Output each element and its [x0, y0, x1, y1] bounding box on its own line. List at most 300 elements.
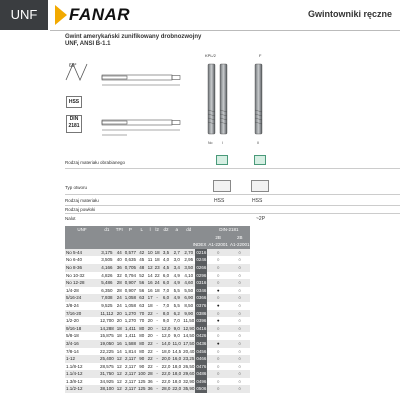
cell-a: 11,0: [172, 340, 181, 346]
cell-d2: 22,0: [161, 363, 171, 369]
cell-a: 5,5: [171, 287, 182, 295]
table-row: [65, 302, 250, 310]
taps-photo: [200, 60, 280, 150]
table-row: [65, 264, 250, 272]
cell-m2: ○: [229, 249, 251, 257]
cell-l: 20: [147, 318, 153, 324]
table-row: [65, 256, 250, 264]
cell-m1: ○: [207, 363, 229, 371]
cell-code: 0506: [196, 386, 207, 392]
table-row: [65, 340, 250, 348]
cell-p: 1,588: [124, 340, 137, 346]
cell-l: 20: [147, 333, 153, 339]
cell-m2: ○: [229, 378, 251, 386]
cell-m1: ○: [207, 310, 229, 318]
cell-p: 2,117: [124, 386, 136, 392]
cell-m2: ○: [229, 264, 251, 272]
cell-L: 48: [137, 264, 147, 272]
cell-l: 20: [147, 325, 153, 331]
cell-p: 1,058: [124, 302, 137, 308]
cell-dd: 20,40: [183, 348, 195, 354]
cell-L: 70: [137, 310, 147, 318]
th-L: L: [137, 226, 147, 234]
cell-L: 56: [137, 287, 147, 295]
cell-tpi: 24: [116, 302, 122, 308]
cell-desc: No 6-40: [65, 256, 99, 264]
cell-p: 2,117: [124, 378, 136, 384]
cell-l2: -: [154, 385, 161, 393]
table-row: [65, 385, 250, 393]
cell-code: 0346: [196, 287, 207, 293]
cell-m2: ○: [229, 279, 251, 287]
cell-p: 0,907: [124, 280, 137, 286]
cell-tpi: 14: [116, 348, 122, 354]
column-head-kpl2: KPL/2: [205, 53, 216, 58]
cell-p: 1,411: [124, 325, 136, 331]
cell-p: 0,794: [124, 272, 137, 278]
cell-L: 56: [137, 279, 147, 287]
cell-d1: 4,826: [99, 272, 115, 280]
cell-m2: ○: [229, 385, 251, 393]
cell-d1: 31,750: [100, 371, 114, 377]
cell-d2: 8,0: [161, 310, 172, 318]
cell-desc: No 10-32: [65, 272, 99, 280]
cell-d1: 19,050: [100, 340, 114, 346]
cell-code: 0416: [196, 325, 207, 331]
cell-dd: 32,90: [183, 378, 195, 384]
cell-d2: 12,0: [161, 325, 171, 331]
table-row: [65, 287, 250, 295]
cell-L: 125: [138, 378, 146, 384]
cell-l2: -: [154, 317, 161, 325]
cell-l2: -: [154, 355, 161, 363]
cell-dd: 12,90: [183, 325, 195, 331]
hole-type-icon: [213, 180, 231, 192]
cell-tpi: 20: [116, 310, 122, 316]
th-d2: d2: [161, 226, 172, 234]
prop-label-coating: Rodzaj powłoki: [65, 207, 96, 212]
cell-m1: ○: [207, 256, 229, 264]
cell-dd: 14,50: [183, 333, 195, 339]
cell-a: 18,0: [172, 378, 182, 384]
cell-desc: 7/16-20: [65, 310, 99, 318]
cell-desc: 1.1/4-12: [65, 370, 99, 378]
prop-label-material-worked: Rodzaj materiału obrabianego: [65, 160, 126, 165]
hss-badge: HSS: [66, 96, 82, 108]
cell-L: 80: [137, 348, 147, 356]
cell-tpi: 16: [116, 340, 122, 346]
cell-a: 4,9: [171, 272, 182, 280]
cell-L: 63: [137, 294, 147, 302]
table-row: [65, 370, 250, 378]
cell-p: 0,705: [124, 264, 137, 270]
hole-type-icon-f: [251, 180, 269, 192]
cell-dd: 4,60: [182, 279, 195, 287]
cell-L: 45: [137, 256, 147, 264]
cell-L: 90: [137, 355, 147, 363]
cell-d2: 22,0: [161, 378, 171, 384]
cell-p: 2,117: [124, 356, 136, 362]
cell-d1: 3,175: [99, 249, 115, 257]
th-tpi: TPI: [115, 227, 123, 232]
cell-desc: 1/4-28: [65, 287, 99, 295]
cell-d1: 38,100: [100, 386, 114, 392]
cell-m2: ○: [229, 302, 251, 310]
cell-m1: ○: [207, 332, 229, 340]
cell-code: 0386: [196, 310, 207, 316]
cell-d1: 15,875: [100, 333, 114, 339]
cell-p: 2,117: [124, 371, 136, 377]
cell-code: 0366: [196, 295, 207, 301]
table-row: [65, 325, 250, 333]
cell-m1: ●: [207, 340, 229, 348]
cell-tpi: 20: [116, 318, 122, 324]
cell-l2: -: [154, 302, 161, 310]
cell-l2: -: [154, 378, 161, 386]
cell-d1: 7,938: [99, 294, 115, 302]
cell-p: 1,270: [124, 310, 137, 316]
cell-dd: 17,50: [183, 340, 195, 346]
cell-code: 0426: [196, 333, 207, 339]
logo-wordmark: FANAR: [69, 5, 131, 24]
cell-tpi: 36: [116, 264, 122, 270]
cell-desc: No 12-28: [65, 279, 99, 287]
thread-angle-icon: [64, 58, 90, 84]
cell-l: 36: [147, 386, 153, 392]
cell-d1: 28,575: [100, 363, 114, 369]
cell-d2: 20,0: [161, 356, 171, 362]
unf-tab: UNF: [0, 0, 48, 30]
cell-desc: 1-12: [65, 355, 99, 363]
th-index: INDEX: [65, 241, 207, 249]
cell-d2: 7,0: [161, 287, 172, 295]
cell-desc: 7/8-14: [65, 348, 99, 356]
cell-code: 0246: [196, 257, 207, 263]
cell-d1: 22,225: [100, 348, 114, 354]
cell-m2: ○: [229, 325, 251, 333]
cell-d2: 7,0: [161, 302, 172, 310]
cell-dd: 4,10: [182, 272, 195, 280]
th-class-f: 2B: [229, 234, 251, 242]
cell-l: 22: [147, 340, 153, 346]
cell-l2: 23: [154, 264, 160, 270]
cell-m1: ○: [207, 264, 229, 272]
cell-a: 5,5: [171, 302, 182, 310]
th-d1: d1: [99, 226, 115, 234]
cell-desc: 1.1/2-12: [65, 385, 99, 393]
cell-p: 0,577: [124, 249, 137, 255]
cell-d2: 9,0: [161, 317, 172, 325]
th-l2: l2: [155, 227, 159, 232]
prop-material-kpl2: HSS: [214, 198, 225, 204]
cell-m1: ○: [207, 325, 229, 333]
cell-p: 0,907: [124, 287, 137, 293]
cell-p: 2,117: [124, 363, 136, 369]
cell-m2: ○: [229, 340, 251, 348]
cell-l: 28: [147, 371, 153, 377]
cell-d2: 14,0: [161, 340, 171, 346]
cell-a: 4,9: [171, 279, 182, 287]
cell-m2: ○: [229, 294, 251, 302]
cell-m2: ○: [229, 287, 251, 295]
spec-table: [65, 226, 250, 393]
cell-m1: ○: [207, 370, 229, 378]
cell-d2: 3,5: [161, 249, 172, 257]
prop-label-hole-type: Typ otworu: [65, 185, 88, 190]
tap-f: [255, 64, 262, 134]
cell-tpi: 18: [116, 333, 122, 339]
header-rule: [50, 30, 400, 31]
cell-code: 0496: [196, 378, 207, 384]
prop-divider: [65, 168, 400, 169]
cell-desc: No 5-44: [65, 249, 99, 257]
cell-m2: ○: [229, 332, 251, 340]
cell-l2: 24: [154, 280, 160, 286]
cell-a: 18,0: [172, 371, 182, 377]
cell-m2: ○: [229, 370, 251, 378]
cell-desc: 1.3/8-12: [65, 378, 99, 386]
tap-technical-drawing: [92, 55, 192, 155]
cell-L: 42: [137, 249, 147, 257]
cell-m2: ○: [229, 272, 251, 280]
cell-d1: 25,400: [100, 356, 114, 362]
fanar-logo: [55, 4, 130, 26]
prop-material-f: HSS: [252, 198, 263, 204]
cell-tpi: 32: [116, 272, 122, 278]
cell-a: 9,0: [171, 332, 182, 340]
cell-tpi: 12: [116, 378, 122, 384]
cell-dd: 35,90: [183, 386, 195, 392]
cell-l2: -: [154, 310, 161, 318]
th-din: DIN-2181: [207, 226, 250, 234]
cell-a: 18,0: [172, 363, 182, 369]
cell-desc: 3/4-16: [65, 340, 99, 348]
th-l: l: [147, 226, 154, 234]
cell-d1: 14,288: [100, 325, 114, 331]
logo-triangle-icon: [55, 5, 67, 25]
cell-m1: ○: [207, 272, 229, 280]
cell-a: 3,0: [171, 256, 182, 264]
cell-l: 11: [147, 257, 153, 263]
tap-label-ii: II: [257, 141, 259, 145]
cell-p: 0,635: [124, 257, 137, 263]
cell-p: 1,270: [124, 318, 137, 324]
cell-p: 1,058: [124, 295, 137, 301]
cell-l2: -: [154, 370, 161, 378]
cell-p: 1,411: [124, 333, 136, 339]
cell-l2: -: [154, 348, 161, 356]
cell-code: 0216: [196, 249, 207, 255]
cell-a: 7,0: [171, 317, 182, 325]
cell-a: 22,0: [172, 386, 182, 392]
prop-label-chamfer: Nalot: [65, 216, 76, 221]
th-dd: dd: [182, 226, 195, 234]
cell-L: 80: [137, 332, 147, 340]
cell-code: 0456: [196, 348, 207, 354]
cell-dd: 23,25: [183, 356, 195, 362]
cell-a: 9,0: [171, 325, 182, 333]
cell-desc: 3/8-24: [65, 302, 99, 310]
prop-label-material: Rodzaj materiału: [65, 198, 99, 203]
cell-d1: 5,486: [99, 279, 115, 287]
table-row: [65, 378, 250, 386]
cell-L: 125: [138, 386, 146, 392]
table-row: [65, 272, 250, 280]
cell-dd: 6,90: [182, 294, 195, 302]
cell-m1: ●: [207, 287, 229, 295]
cell-dd: 5,50: [182, 287, 195, 295]
cell-dd: 2,70: [182, 249, 195, 257]
cell-m1: ○: [207, 348, 229, 356]
cell-desc: 9/16-18: [65, 325, 99, 333]
th-code: [195, 226, 207, 234]
cell-a: 3,4: [171, 264, 182, 272]
cell-l: 22: [147, 310, 153, 316]
table-row: [65, 332, 250, 340]
cell-code: 0466: [196, 356, 207, 362]
cell-dd: 2,95: [182, 256, 195, 264]
cell-tpi: 12: [116, 363, 122, 369]
cell-l: 17: [147, 295, 153, 301]
cell-l2: 18: [154, 287, 160, 293]
cell-m2: ○: [229, 348, 251, 356]
cell-l2: 18: [154, 257, 160, 263]
product-title: Gwint amerykański zunifikowany drobnozwojny UNF, ANSI B-1.1: [65, 34, 202, 47]
cell-tpi: 24: [116, 295, 122, 301]
material-worked-icon-f: [254, 155, 266, 165]
cell-l2: -: [154, 332, 161, 340]
cell-m1: ○: [207, 378, 229, 386]
cell-a: 2,7: [171, 249, 182, 257]
cell-m2: ○: [229, 310, 251, 318]
cell-l2: -: [154, 294, 161, 302]
cell-d2: 22,0: [161, 371, 171, 377]
cell-tpi: 44: [116, 249, 122, 255]
cell-d1: 11,112: [100, 310, 114, 316]
cell-d2: 6,0: [161, 294, 172, 302]
cell-m1: ○: [207, 249, 229, 257]
cell-d2: 12,0: [161, 333, 171, 339]
cell-tpi: 18: [116, 325, 122, 331]
th-index-kpl2: A1-22001: [208, 242, 228, 248]
cell-l: 22: [147, 356, 153, 362]
table-row: [65, 294, 250, 302]
cell-d2: 28,0: [161, 386, 171, 392]
prop-chamfer-f: ~2P: [256, 216, 266, 222]
cell-L: 90: [137, 363, 147, 371]
cell-d2: 6,0: [161, 272, 172, 280]
cell-m1: ●: [207, 317, 229, 325]
prop-divider: [65, 205, 400, 206]
cell-tpi: 28: [116, 287, 122, 293]
cell-d1: 4,166: [99, 264, 115, 272]
tap-kpl-1: [208, 64, 215, 134]
table-row: [65, 363, 250, 371]
th-index-f: A1-22001: [229, 242, 250, 248]
cell-dd: 11,50: [183, 318, 195, 324]
cell-dd: 29,60: [183, 371, 195, 377]
cell-l: 18: [147, 302, 153, 308]
cell-code: 0296: [196, 272, 207, 278]
cell-l: 16: [147, 287, 153, 293]
cell-L: 100: [138, 371, 146, 377]
cell-code: 0396: [196, 318, 207, 324]
cell-a: 14,5: [172, 348, 182, 354]
cell-l: 36: [147, 378, 153, 384]
table-row: [65, 355, 250, 363]
cell-dd: 3,50: [182, 264, 195, 272]
cell-L: 80: [137, 340, 147, 348]
angle-label: 60°: [69, 63, 77, 69]
din-badge: DIN 2181: [66, 115, 82, 133]
cell-tpi: 12: [116, 356, 122, 362]
th-class-kpl2: 2B: [207, 234, 229, 242]
th-unf: UNF: [65, 226, 99, 234]
cell-l: 16: [147, 280, 153, 286]
cell-l2: -: [154, 325, 161, 333]
cell-m2: ○: [229, 317, 251, 325]
cell-d2: 4,0: [161, 256, 172, 264]
cell-d2: 6,0: [161, 279, 172, 287]
cell-a: 6,2: [171, 310, 182, 318]
cell-tpi: 28: [116, 280, 122, 286]
cell-m1: ○: [207, 294, 229, 302]
cell-code: 0476: [196, 363, 207, 369]
material-worked-icon: [216, 155, 228, 165]
cell-L: 80: [137, 325, 147, 333]
cell-dd: 8,50: [182, 302, 195, 310]
cell-desc: 1/2-20: [65, 317, 99, 325]
cell-l: 12: [147, 264, 153, 270]
cell-d1: 3,505: [99, 256, 115, 264]
cell-l2: -: [154, 363, 161, 371]
tap-label-no: No: [208, 141, 213, 145]
table-row: [65, 317, 250, 325]
cell-d1: 9,525: [99, 302, 115, 310]
th-p: P: [124, 226, 137, 234]
cell-code: 0486: [196, 371, 207, 377]
cell-code: 0376: [196, 302, 207, 308]
prop-divider: [65, 194, 400, 195]
cell-d2: 4,5: [161, 264, 172, 272]
tap-kpl-2: [220, 64, 227, 134]
cell-code: 0436: [196, 340, 207, 346]
cell-m1: ○: [207, 279, 229, 287]
cell-m2: ○: [229, 363, 251, 371]
table-row: [65, 348, 250, 356]
cell-desc: 5/8-18: [65, 332, 99, 340]
cell-m1: ○: [207, 385, 229, 393]
cell-p: 1,814: [124, 348, 137, 354]
th-a: a: [171, 226, 182, 234]
cell-l2: 22: [154, 272, 160, 278]
cell-l2: 18: [154, 249, 160, 255]
section-title: Gwintowniki ręczne: [307, 9, 392, 19]
cell-l2: -: [154, 340, 161, 348]
tap-label-i: I: [222, 141, 223, 145]
cell-L: 70: [137, 317, 147, 325]
cell-tpi: 40: [116, 257, 122, 263]
cell-l: 14: [147, 272, 153, 278]
cell-d1: 6,350: [99, 287, 115, 295]
table-row: [65, 249, 250, 257]
cell-m2: ○: [229, 355, 251, 363]
cell-L: 63: [137, 302, 147, 310]
cell-l: 10: [147, 249, 153, 255]
table-row: [65, 310, 250, 318]
cell-tpi: 12: [116, 386, 122, 392]
cell-code: 0266: [196, 264, 207, 270]
